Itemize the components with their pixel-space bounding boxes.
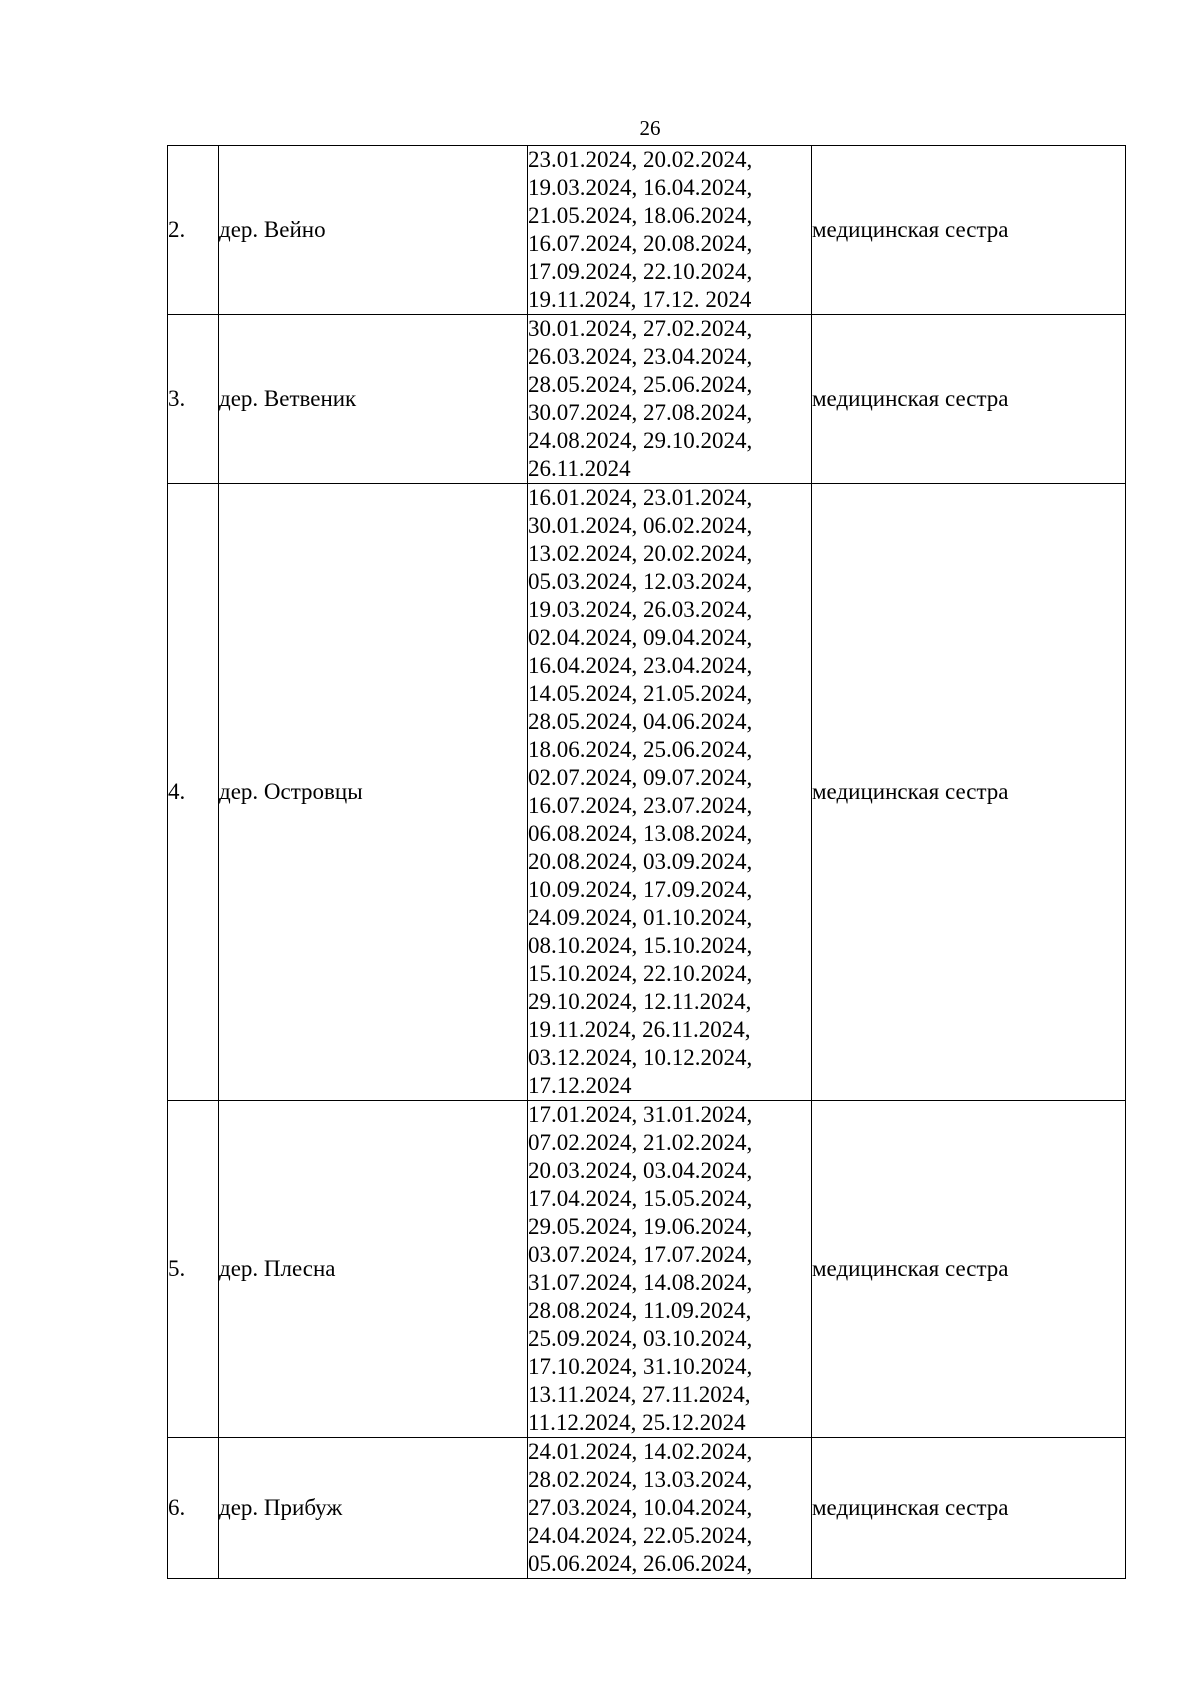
date-line: 26.03.2024, 23.04.2024, [528,344,753,369]
date-line: 11.12.2024, 25.12.2024 [528,1410,746,1435]
table-row [168,146,1126,315]
date-line: 27.03.2024, 10.04.2024, [528,1495,753,1520]
date-line: 28.05.2024, 25.06.2024, [528,372,753,397]
table-row [168,1101,1126,1438]
date-line: 30.07.2024, 27.08.2024, [528,400,753,425]
date-line: 16.04.2024, 23.04.2024, [528,653,753,678]
table-row [168,1438,1126,1579]
date-line: 24.04.2024, 22.05.2024, [528,1523,753,1548]
date-line: 06.08.2024, 13.08.2024, [528,821,753,846]
date-line: 17.04.2024, 15.05.2024, [528,1186,753,1211]
date-line: 28.02.2024, 13.03.2024, [528,1467,753,1492]
schedule-table [167,145,1126,1579]
visit-dates [528,315,812,484]
date-line: 19.03.2024, 26.03.2024, [528,597,753,622]
date-line: 07.02.2024, 21.02.2024, [528,1130,753,1155]
visit-dates [528,484,812,1101]
date-line: 05.03.2024, 12.03.2024, [528,569,753,594]
date-line: 30.01.2024, 27.02.2024, [528,316,753,341]
table-row [168,315,1126,484]
date-line: 10.09.2024, 17.09.2024, [528,877,753,902]
date-line: 20.03.2024, 03.04.2024, [528,1158,753,1183]
date-line: 31.07.2024, 14.08.2024, [528,1270,753,1295]
row-number: 4. [168,484,219,1101]
responsible-staff: медицинская сестра [812,1438,1126,1579]
row-number: 2. [168,146,219,315]
settlement-name: дер. Островцы [219,484,528,1101]
date-line: 15.10.2024, 22.10.2024, [528,961,753,986]
date-line: 20.08.2024, 03.09.2024, [528,849,753,874]
date-line: 19.11.2024, 17.12. 2024 [528,287,752,312]
date-line: 23.01.2024, 20.02.2024, [528,147,753,172]
date-line: 25.09.2024, 03.10.2024, [528,1326,753,1351]
date-line: 28.05.2024, 04.06.2024, [528,709,753,734]
date-line: 30.01.2024, 06.02.2024, [528,513,753,538]
date-line: 29.05.2024, 19.06.2024, [528,1214,753,1239]
responsible-staff: медицинская сестра [812,484,1126,1101]
settlement-name: дер. Ветвеник [219,315,528,484]
date-line: 19.03.2024, 16.04.2024, [528,175,753,200]
date-line: 24.01.2024, 14.02.2024, [528,1439,753,1464]
date-line: 13.02.2024, 20.02.2024, [528,541,753,566]
date-line: 16.07.2024, 20.08.2024, [528,231,753,256]
settlement-name: дер. Прибуж [219,1438,528,1579]
date-line: 08.10.2024, 15.10.2024, [528,933,753,958]
date-line: 24.08.2024, 29.10.2024, [528,428,753,453]
table-row [168,484,1126,1101]
date-line: 13.11.2024, 27.11.2024, [528,1382,751,1407]
visit-dates [528,1438,812,1579]
schedule-table-body [168,146,1126,1579]
page-number: 26 [639,116,661,140]
responsible-staff: медицинская сестра [812,315,1126,484]
date-line: 24.09.2024, 01.10.2024, [528,905,753,930]
responsible-staff: медицинская сестра [812,146,1126,315]
date-line: 19.11.2024, 26.11.2024, [528,1017,751,1042]
date-line: 18.06.2024, 25.06.2024, [528,737,753,762]
row-number: 3. [168,315,219,484]
date-line: 03.12.2024, 10.12.2024, [528,1045,753,1070]
date-line: 28.08.2024, 11.09.2024, [528,1298,752,1323]
date-line: 21.05.2024, 18.06.2024, [528,203,753,228]
date-line: 26.11.2024 [528,456,631,481]
settlement-name: дер. Вейно [219,146,528,315]
date-line: 17.12.2024 [528,1073,632,1098]
date-line: 02.07.2024, 09.07.2024, [528,765,753,790]
date-line: 05.06.2024, 26.06.2024, [528,1551,753,1576]
date-line: 02.04.2024, 09.04.2024, [528,625,753,650]
date-line: 17.10.2024, 31.10.2024, [528,1354,753,1379]
date-line: 17.01.2024, 31.01.2024, [528,1102,753,1127]
date-line: 29.10.2024, 12.11.2024, [528,989,752,1014]
date-line: 03.07.2024, 17.07.2024, [528,1242,753,1267]
visit-dates [528,1101,812,1438]
date-line: 17.09.2024, 22.10.2024, [528,259,753,284]
visit-dates [528,146,812,315]
date-line: 16.07.2024, 23.07.2024, [528,793,753,818]
settlement-name: дер. Плесна [219,1101,528,1438]
date-line: 14.05.2024, 21.05.2024, [528,681,753,706]
row-number: 6. [168,1438,219,1579]
date-line: 16.01.2024, 23.01.2024, [528,485,753,510]
responsible-staff: медицинская сестра [812,1101,1126,1438]
row-number: 5. [168,1101,219,1438]
